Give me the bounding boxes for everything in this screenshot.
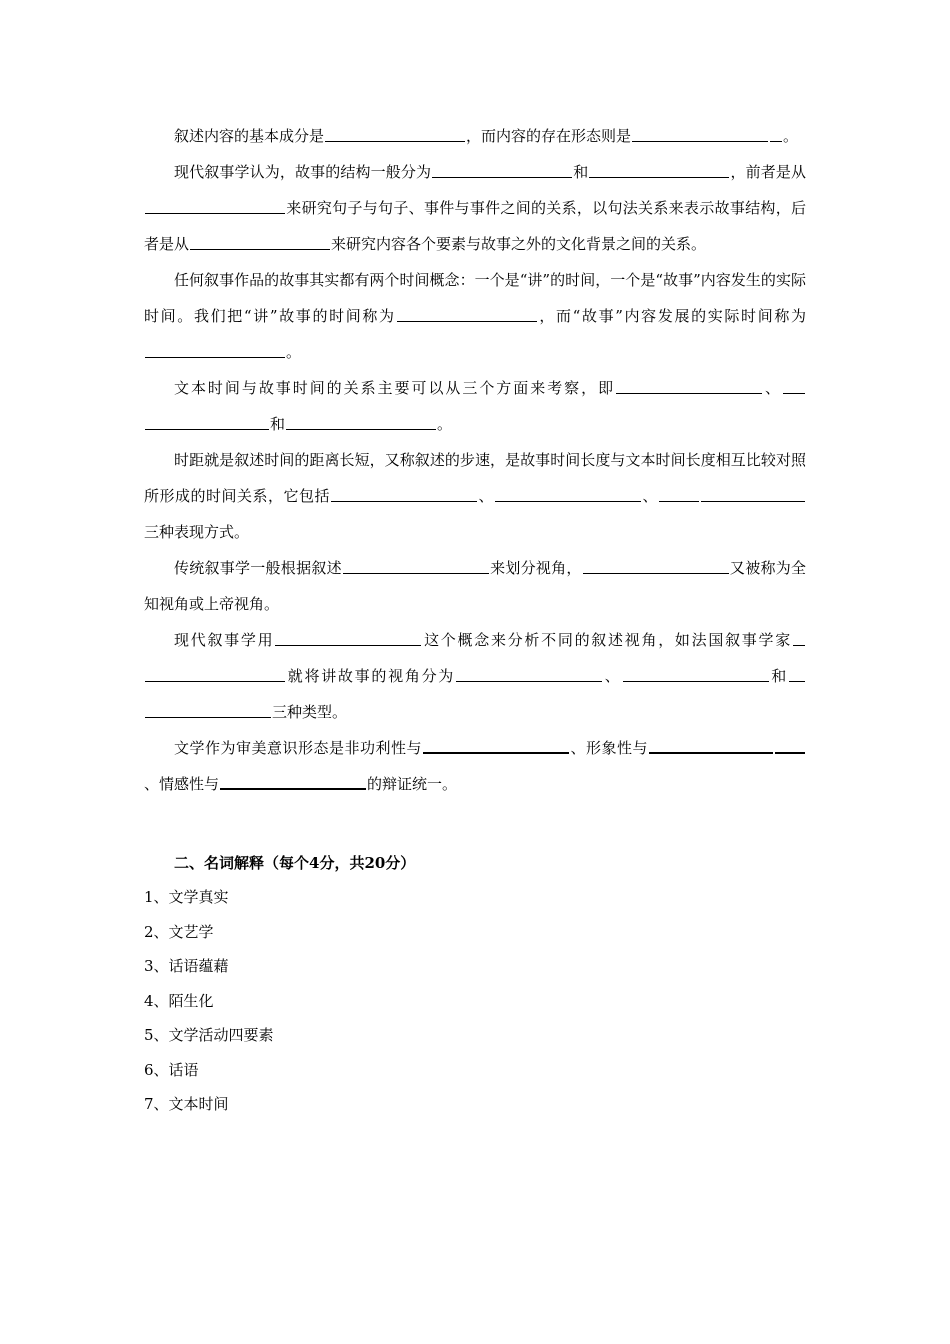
q7-text-d: 、 — [603, 667, 622, 685]
q4-text-b: 、 — [763, 379, 782, 397]
q3-text-a: 任何叙事作品的故事其实都有两个时间概念：一个是“讲”的时间，一个是“故事”内容发生的实际时间。我们把“讲”故事的时间称为 — [144, 271, 806, 325]
q1-text-c: 。 — [783, 127, 799, 145]
section-2-title: 二、名词解释（每个4分，共20分） — [174, 854, 416, 872]
question-1 — [144, 118, 806, 154]
answer-blank[interactable] — [286, 410, 436, 430]
q4-text-a: 文本时间与故事时间的关系主要可以从三个方面来考察，即 — [174, 379, 616, 397]
answer-blank[interactable] — [649, 733, 773, 754]
answer-blank[interactable] — [145, 698, 271, 718]
q2-text-b: 和 — [573, 163, 589, 181]
answer-blank[interactable] — [145, 410, 269, 430]
answer-blank[interactable] — [632, 122, 768, 142]
q8-text-d: 的辩证统一。 — [367, 775, 458, 793]
q3-text-b: ，而“故事”内容发展的实际时间称为 — [537, 307, 806, 325]
answer-blank[interactable] — [397, 302, 537, 322]
q2-text-c: ，前者是从 — [730, 163, 806, 181]
q2-text-d: 来研究句子与句子、事件与事件之间的关系，以句法关系来表示故事结构，后者是从 — [144, 199, 806, 253]
list-item: 2、文艺学 — [144, 922, 214, 941]
q6-text-b: 来划分视角， — [489, 559, 582, 577]
question-5 — [144, 442, 806, 550]
document-content — [144, 118, 806, 1122]
question-4 — [144, 370, 806, 442]
answer-blank[interactable] — [623, 662, 769, 682]
answer-blank[interactable] — [783, 374, 805, 394]
q5-text-a: 时距就是叙述时间的距离长短，又称叙述的步速，是故事时间长度与文本时间长度相互比较对照所形成的时间关系，它包括 — [144, 451, 806, 505]
question-6 — [144, 550, 806, 622]
q5-text-c: 、 — [641, 487, 658, 505]
question-3 — [144, 262, 806, 370]
answer-blank[interactable] — [495, 482, 641, 502]
answer-blank[interactable] — [770, 122, 782, 142]
answer-blank[interactable] — [793, 626, 805, 646]
answer-blank[interactable] — [456, 662, 602, 682]
question-8 — [144, 730, 806, 802]
q7-text-b: 这个概念来分析不同的叙述视角，如法国叙事学家 — [422, 631, 792, 649]
q7-text-e: 和 — [769, 667, 788, 685]
answer-blank[interactable] — [701, 482, 805, 502]
list-item: 4、陌生化 — [144, 991, 214, 1010]
q4-text-c: 和 — [270, 415, 286, 433]
answer-blank[interactable] — [331, 482, 477, 502]
list-item: 3、话语蕴藉 — [144, 957, 229, 975]
answer-blank[interactable] — [589, 158, 729, 178]
answer-blank[interactable] — [145, 338, 285, 358]
question-2 — [144, 154, 806, 262]
q2-text-a: 现代叙事学认为，故事的结构一般分为 — [174, 163, 432, 181]
q8-text-a: 文学作为审美意识形态是非功利性与 — [174, 739, 422, 757]
answer-blank[interactable] — [275, 626, 421, 646]
q4-text-d: 。 — [437, 415, 453, 433]
answer-blank[interactable] — [145, 194, 285, 214]
q1-text-a: 叙述内容的基本成分是 — [174, 127, 325, 145]
list-item: 1、文学真实 — [144, 888, 229, 906]
list-item: 5、文学活动四要素 — [144, 1026, 274, 1044]
answer-blank[interactable] — [775, 733, 805, 754]
question-7 — [144, 622, 806, 730]
q8-text-c: 、情感性与 — [144, 775, 220, 793]
term-list — [144, 880, 806, 1122]
q2-text-e: 来研究内容各个要素与故事之外的文化背景之间的关系。 — [331, 235, 707, 253]
answer-blank[interactable] — [432, 158, 572, 178]
answer-blank[interactable] — [789, 662, 805, 682]
answer-blank[interactable] — [145, 662, 285, 682]
answer-blank[interactable] — [220, 769, 366, 790]
q5-text-d: 三种表现方式。 — [144, 523, 250, 541]
answer-blank[interactable] — [190, 230, 330, 250]
q7-text-a: 现代叙事学用 — [174, 631, 275, 649]
q1-text-b: ，而内容的存在形态则是 — [466, 127, 632, 145]
q7-text-f: 三种类型。 — [272, 703, 348, 721]
q3-text-c: 。 — [286, 343, 302, 361]
list-item: 7、文本时间 — [144, 1095, 229, 1113]
answer-blank[interactable] — [616, 374, 762, 394]
answer-blank[interactable] — [325, 122, 465, 142]
answer-blank[interactable] — [343, 554, 489, 574]
answer-blank[interactable] — [583, 554, 729, 574]
q5-text-b: 、 — [477, 487, 494, 505]
q6-text-a: 传统叙事学一般根据叙述 — [174, 559, 342, 577]
list-item: 6、话语 — [144, 1060, 199, 1079]
q6-text-c: 又被称为全知视角或上帝视角。 — [144, 559, 806, 613]
q8-text-b: 、形象性与 — [569, 739, 648, 757]
answer-blank[interactable] — [423, 733, 569, 754]
q7-text-c: 就将讲故事的视角分为 — [286, 667, 456, 685]
answer-blank[interactable] — [659, 482, 699, 502]
